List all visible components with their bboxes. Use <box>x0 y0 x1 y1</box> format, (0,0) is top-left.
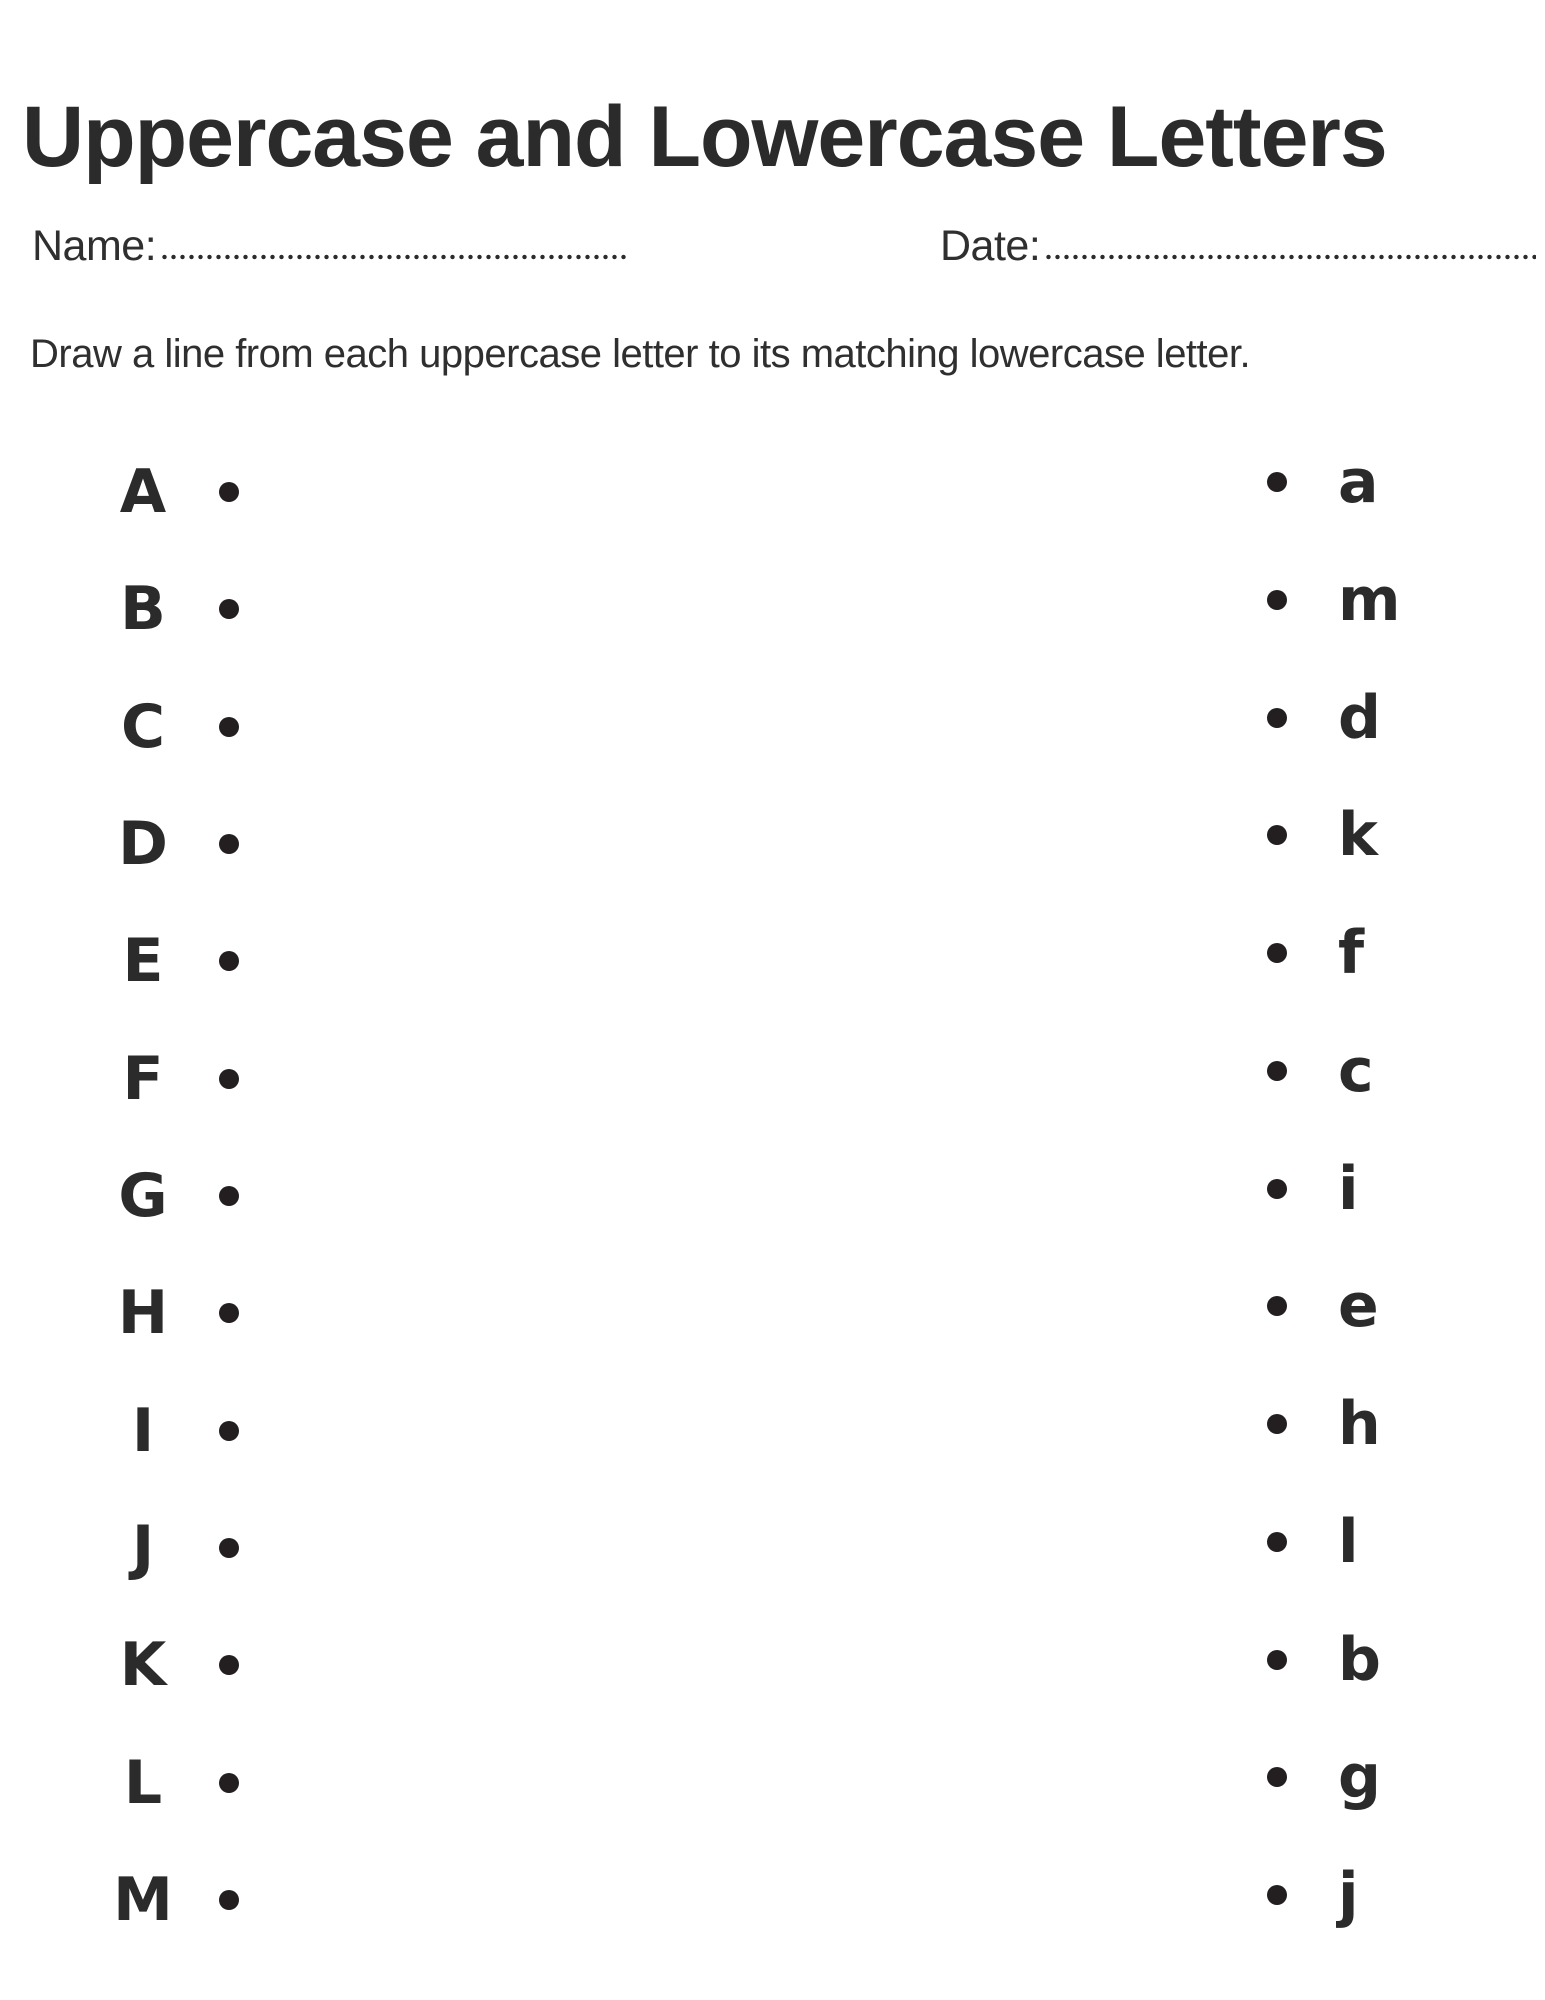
uppercase-row-H <box>95 1273 239 1353</box>
uppercase-row-K <box>95 1625 239 1705</box>
uppercase-row-C <box>95 687 239 767</box>
connector-dot[interactable] <box>219 1890 239 1910</box>
uppercase-row-G <box>95 1156 239 1236</box>
name-field <box>32 220 628 270</box>
connector-dot[interactable] <box>219 717 239 737</box>
lowercase-row-f <box>1267 913 1364 993</box>
lowercase-row-e <box>1267 1266 1379 1346</box>
uppercase-row-B <box>95 569 239 649</box>
uppercase-letter: I <box>131 1395 155 1466</box>
connector-dot[interactable] <box>219 1538 239 1558</box>
lowercase-letter: l <box>1338 1506 1359 1577</box>
connector-dot[interactable] <box>1267 590 1287 610</box>
uppercase-letter: F <box>122 1043 164 1114</box>
connector-dot[interactable] <box>1267 1061 1287 1081</box>
connector-dot[interactable] <box>219 951 239 971</box>
lowercase-row-m <box>1267 560 1401 640</box>
uppercase-letter: H <box>117 1278 169 1349</box>
lowercase-letter: e <box>1338 1271 1379 1342</box>
connector-dot[interactable] <box>219 1421 239 1441</box>
lowercase-letter: j <box>1338 1860 1359 1930</box>
lowercase-letter: h <box>1338 1389 1381 1459</box>
instruction-text: Draw a line from each uppercase letter to its matching lowercase letter. <box>30 332 1251 376</box>
lowercase-row-h <box>1267 1384 1381 1464</box>
lowercase-row-b <box>1267 1620 1381 1700</box>
connector-dot[interactable] <box>1267 708 1287 728</box>
lowercase-row-i <box>1267 1149 1359 1229</box>
uppercase-row-I <box>95 1391 239 1471</box>
lowercase-row-g <box>1267 1737 1381 1817</box>
connector-dot[interactable] <box>219 1069 239 1089</box>
lowercase-letter: m <box>1338 564 1401 635</box>
uppercase-letter: E <box>122 926 164 997</box>
uppercase-row-J <box>95 1508 239 1588</box>
connector-dot[interactable] <box>219 1655 239 1675</box>
connector-dot[interactable] <box>219 1186 239 1206</box>
lowercase-letter: b <box>1338 1624 1381 1695</box>
connector-dot[interactable] <box>1267 825 1287 845</box>
date-label: Date: <box>940 222 1041 270</box>
date-field <box>940 220 1536 270</box>
connector-dot[interactable] <box>1267 1414 1287 1434</box>
uppercase-letter: B <box>120 574 166 645</box>
connector-dot[interactable] <box>1267 1532 1287 1552</box>
lowercase-letter: a <box>1338 447 1379 517</box>
uppercase-row-F <box>95 1039 239 1119</box>
connector-dot[interactable] <box>219 834 239 854</box>
lowercase-letter: i <box>1338 1153 1359 1224</box>
connector-dot[interactable] <box>1267 1179 1287 1199</box>
connector-dot[interactable] <box>1267 1650 1287 1670</box>
uppercase-letter: C <box>120 691 166 762</box>
uppercase-row-E <box>95 921 239 1001</box>
connector-dot[interactable] <box>219 1773 239 1793</box>
uppercase-letter: M <box>113 1864 173 1935</box>
lowercase-row-j <box>1267 1855 1359 1935</box>
lowercase-letter: d <box>1338 682 1381 753</box>
lowercase-row-a <box>1267 442 1379 522</box>
uppercase-letter: J <box>131 1512 155 1583</box>
uppercase-letter: D <box>118 808 168 879</box>
lowercase-letter: k <box>1338 800 1378 871</box>
connector-dot[interactable] <box>1267 1296 1287 1316</box>
uppercase-row-D <box>95 804 239 884</box>
lowercase-letter: f <box>1338 918 1365 988</box>
page-title: Uppercase and Lowercase Letters <box>22 88 1387 185</box>
connector-dot[interactable] <box>1267 1767 1287 1787</box>
uppercase-letter: G <box>118 1160 168 1231</box>
connector-dot[interactable] <box>1267 1885 1287 1905</box>
connector-dot[interactable] <box>1267 472 1287 492</box>
uppercase-letter: A <box>119 457 167 527</box>
lowercase-letter: g <box>1338 1742 1381 1813</box>
uppercase-letter: K <box>119 1630 167 1701</box>
lowercase-row-c <box>1267 1031 1374 1111</box>
uppercase-row-A <box>95 452 239 532</box>
name-label: Name: <box>32 222 157 270</box>
lowercase-row-l <box>1267 1502 1359 1582</box>
uppercase-row-M <box>95 1860 239 1940</box>
uppercase-letter: L <box>123 1747 163 1818</box>
uppercase-row-L <box>95 1743 239 1823</box>
connector-dot[interactable] <box>219 482 239 502</box>
lowercase-letter: c <box>1338 1035 1374 1106</box>
connector-dot[interactable] <box>1267 943 1287 963</box>
name-write-line[interactable] <box>160 220 628 260</box>
date-write-line[interactable] <box>1044 220 1536 260</box>
lowercase-row-k <box>1267 795 1378 875</box>
connector-dot[interactable] <box>219 1303 239 1323</box>
lowercase-row-d <box>1267 678 1381 758</box>
connector-dot[interactable] <box>219 599 239 619</box>
